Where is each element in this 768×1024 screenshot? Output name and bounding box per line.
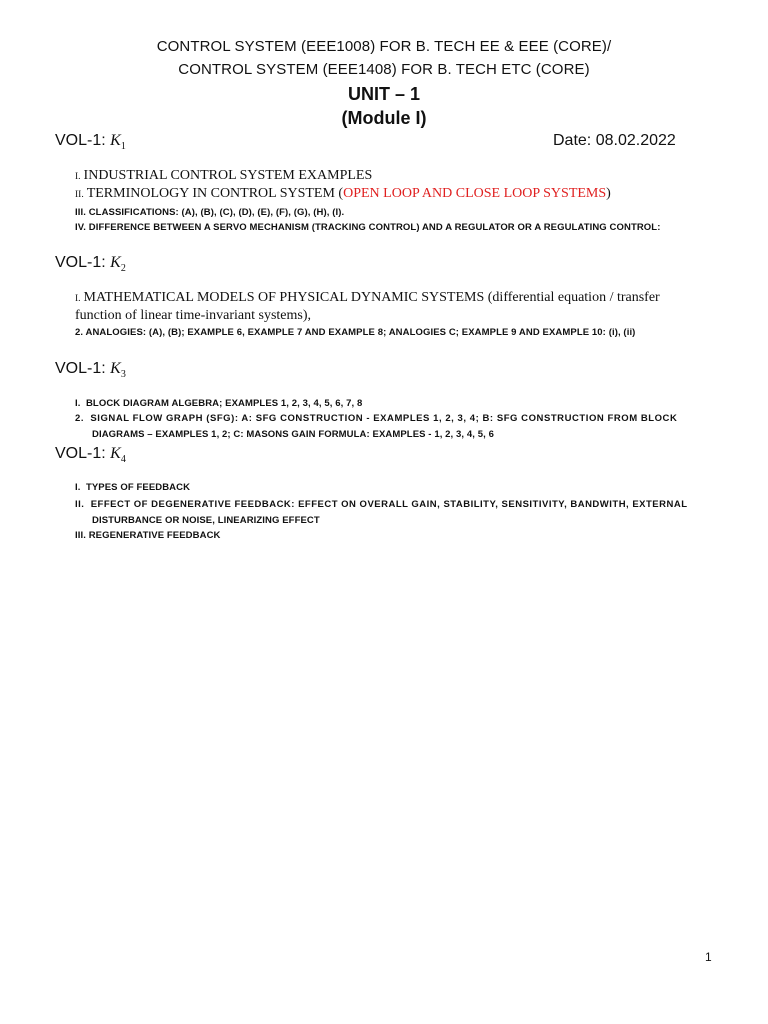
list-item: I. INDUSTRIAL CONTROL SYSTEM EXAMPLES	[75, 168, 373, 183]
list-item: I. MATHEMATICAL MODELS OF PHYSICAL DYNAMIC SYSTEMS (differential equation / transfer	[75, 290, 660, 305]
vol-label: VOL-1:	[55, 254, 106, 271]
course-title-line-2: CONTROL SYSTEM (EEE1408) FOR B. TECH ETC (CORE)	[178, 61, 590, 78]
date-label: Date:	[553, 132, 592, 149]
document-date	[553, 132, 676, 150]
list-item-continuation: function of linear time-invariant systems),	[75, 308, 311, 323]
vol-heading-k3	[55, 360, 126, 380]
k-symbol: $K_4$	[110, 445, 126, 466]
list-item-continuation: DIAGRAMS – EXAMPLES 1, 2; C: MASONS GAIN FORMULA: EXAMPLES - 1, 2, 3, 4, 5, 6	[92, 429, 495, 440]
vol-heading-k1	[55, 132, 126, 152]
list-item: III. CLASSIFICATIONS: (A), (B), (C), (D), (E), (F), (G), (H), (I).	[75, 207, 345, 218]
list-item: II. EFFECT OF DEGENERATIVE FEEDBACK: EFFECT ON OVERALL GAIN, STABILITY, SENSITIVITY, BANDWITH, EXTERNAL	[75, 499, 688, 510]
list-item: II. TERMINOLOGY IN CONTROL SYSTEM (OPEN LOOP AND CLOSE LOOP SYSTEMS)	[75, 186, 611, 201]
k-symbol: $K_1$	[110, 132, 126, 153]
unit-title: UNIT – 1	[347, 84, 421, 104]
module-title: (Module I)	[341, 108, 427, 128]
vol-label: VOL-1:	[55, 132, 106, 149]
highlighted-text: OPEN LOOP AND CLOSE LOOP SYSTEMS	[343, 186, 607, 201]
list-item: III. REGENERATIVE FEEDBACK	[75, 530, 221, 541]
k-symbol: $K_2$	[110, 254, 126, 275]
k-symbol: $K_3$	[110, 360, 126, 381]
list-item-continuation: DISTURBANCE OR NOISE, LINEARIZING EFFECT	[92, 515, 320, 526]
list-item: IV. DIFFERENCE BETWEEN A SERVO MECHANISM (TRACKING CONTROL) AND A REGULATOR OR A REGULATING CONTROL:	[75, 222, 661, 233]
date-value: 08.02.2022	[595, 132, 676, 149]
vol-heading-k4	[55, 445, 126, 465]
vol-label: VOL-1:	[55, 445, 106, 462]
list-item: I. TYPES OF FEEDBACK	[75, 482, 191, 493]
list-item: I. BLOCK DIAGRAM ALGEBRA; EXAMPLES 1, 2, 3, 4, 5, 6, 7, 8	[75, 398, 363, 409]
vol-label: VOL-1:	[55, 360, 106, 377]
course-title-line-1: CONTROL SYSTEM (EEE1008) FOR B. TECH EE & EEE (CORE)/	[156, 38, 612, 55]
page-number: 1	[705, 950, 712, 964]
list-item: 2. SIGNAL FLOW GRAPH (SFG): A: SFG CONSTRUCTION - EXAMPLES 1, 2, 3, 4; B: SFG CONSTRUCTION FROM BLOCK	[75, 413, 678, 424]
vol-heading-k2	[55, 254, 126, 274]
list-item: 2. ANALOGIES: (A), (B); EXAMPLE 6, EXAMPLE 7 AND EXAMPLE 8; ANALOGIES C; EXAMPLE 9 AND EXAMPLE 10: (i), (ii)	[75, 327, 636, 338]
